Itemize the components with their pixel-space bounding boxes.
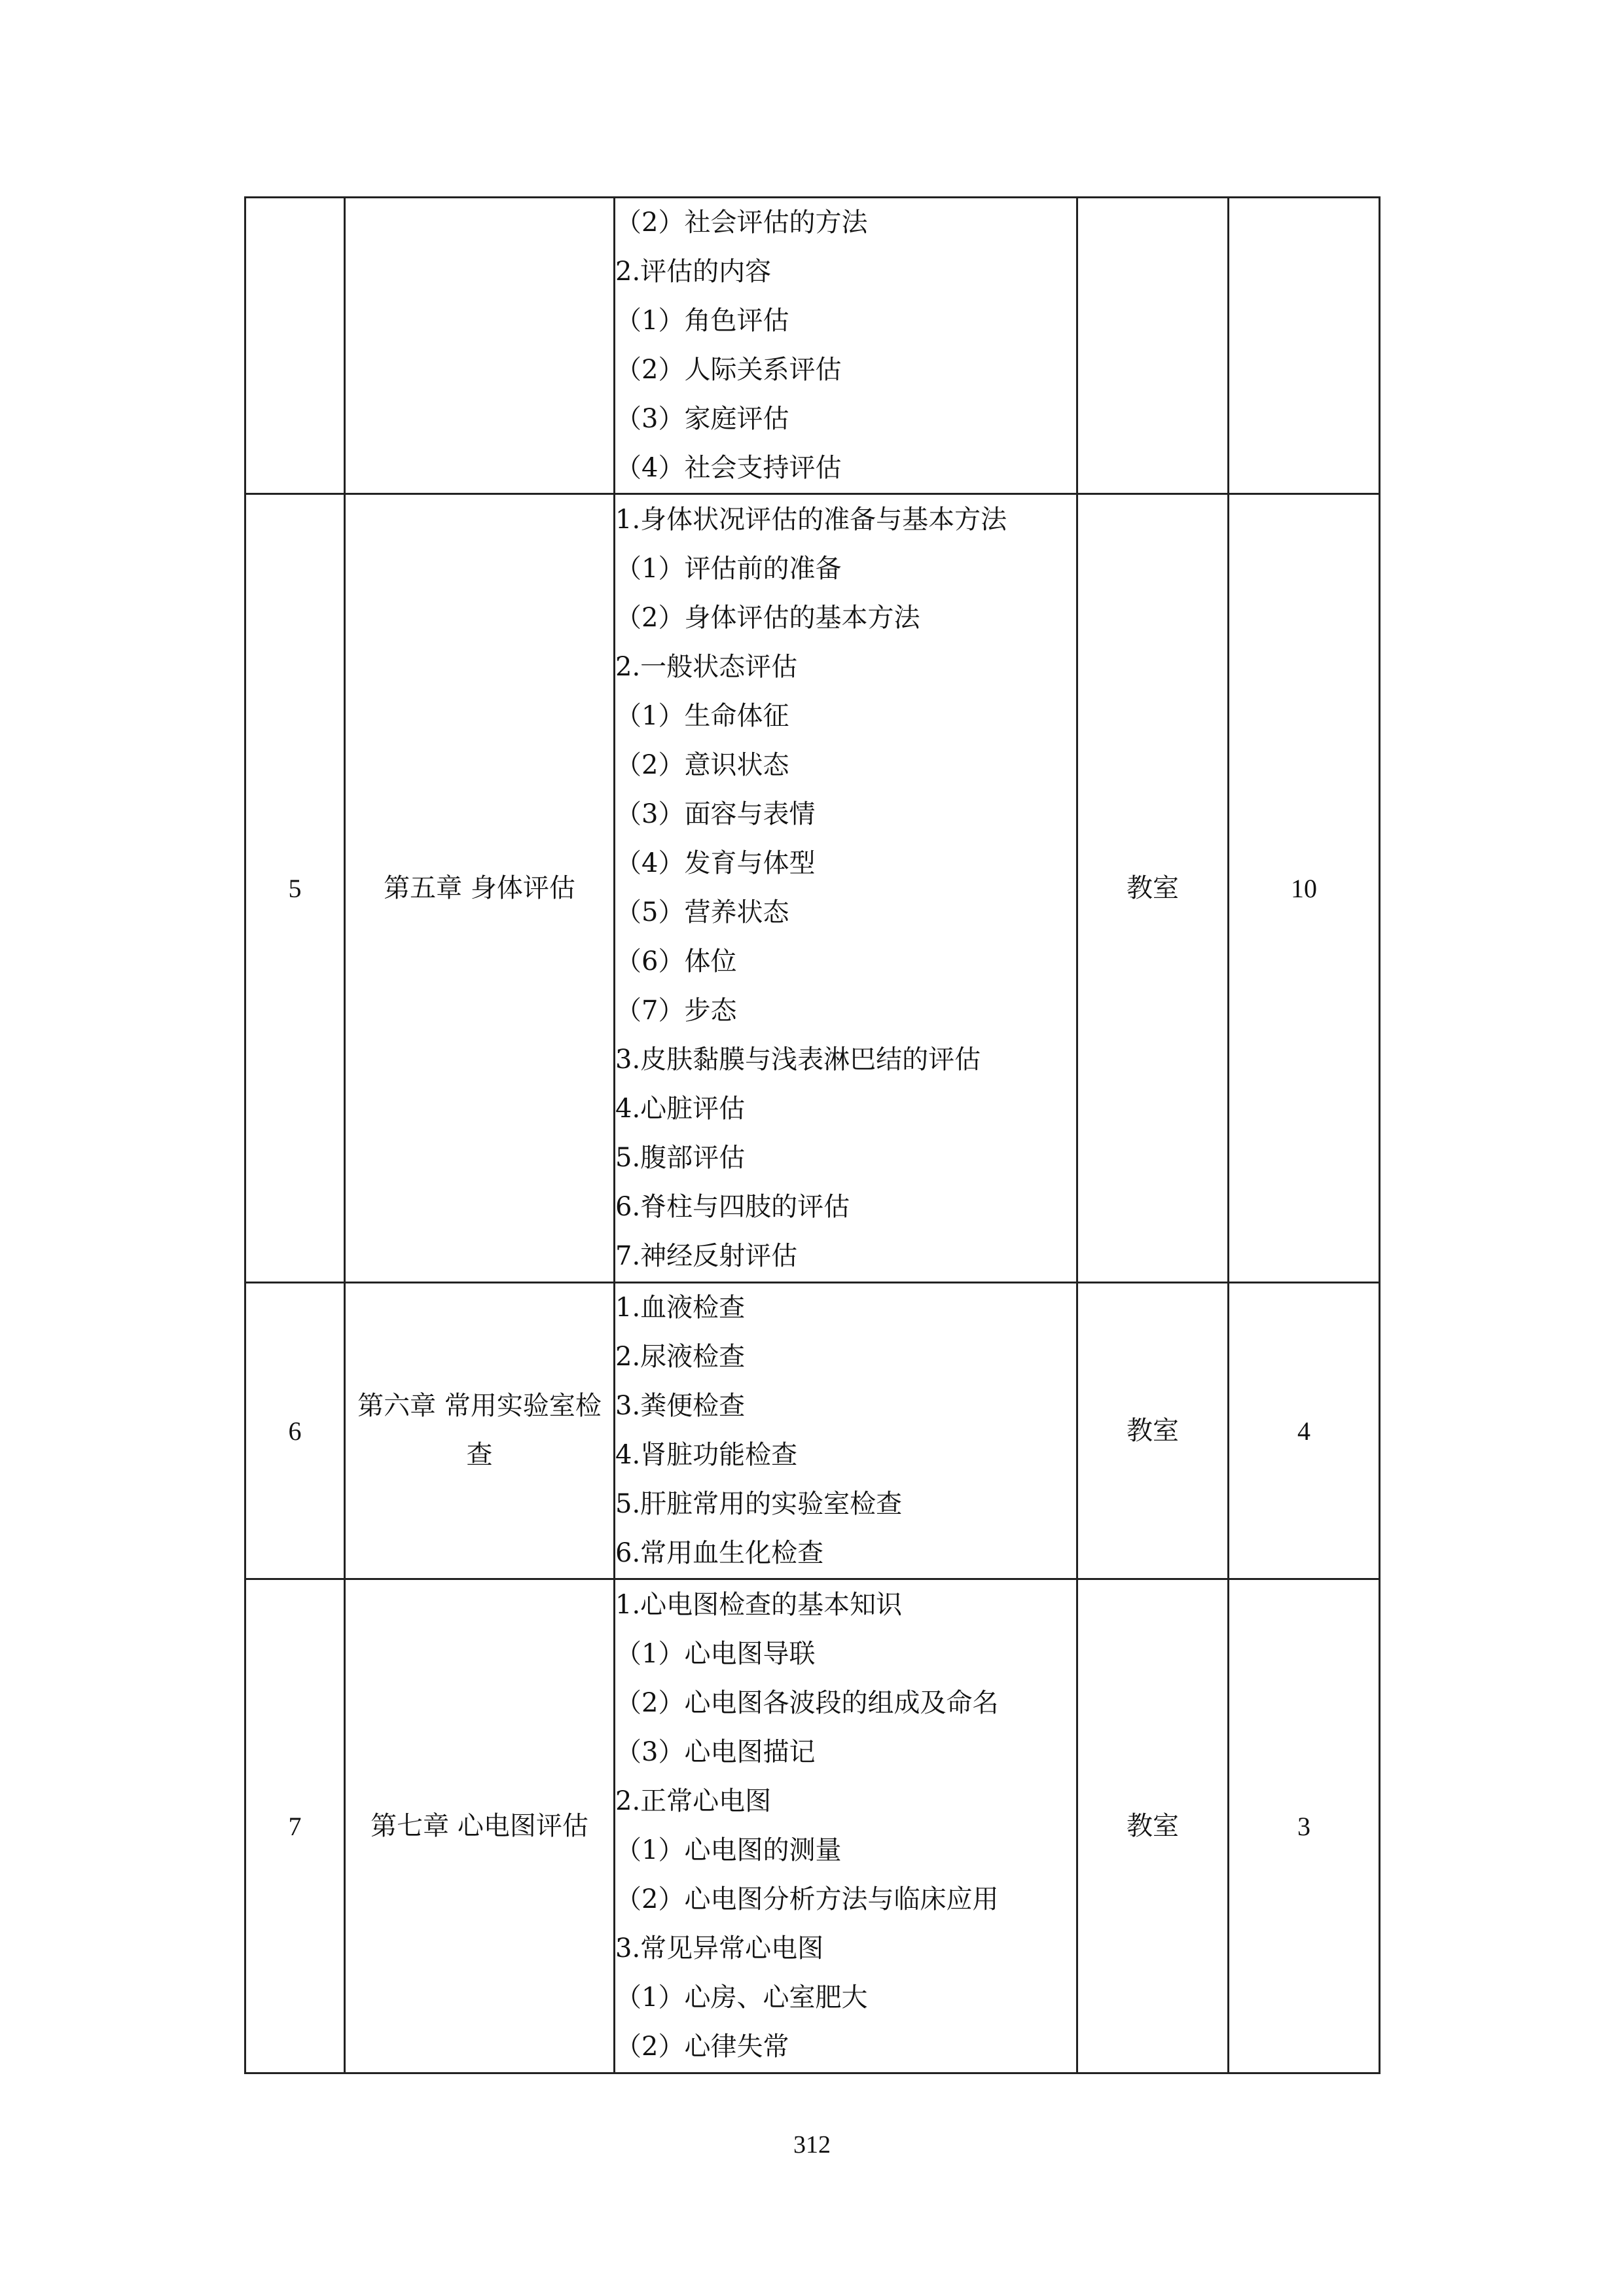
location-cell: 教室	[1077, 1579, 1229, 2073]
table-row	[245, 198, 1380, 494]
chapter-title	[345, 1579, 615, 2073]
content-line: 4.心脏评估	[615, 1094, 746, 1124]
row-number: 5	[245, 494, 345, 1283]
content-line: 1.身体状况评估的准备与基本方法	[615, 505, 1007, 535]
content-line: 4.肾脏功能检查	[615, 1440, 798, 1470]
chapter-title	[345, 1283, 615, 1579]
content-line: （4）社会支持评估	[615, 453, 842, 483]
location-cell	[1077, 198, 1229, 494]
content-line: （2）心电图各波段的组成及命名	[615, 1688, 999, 1718]
chapter-title	[345, 494, 615, 1283]
content-line: （2）人际关系评估	[615, 355, 842, 385]
content-line: （2）意识状态	[615, 750, 789, 780]
hours-cell: 10	[1229, 494, 1380, 1283]
content-line: （1）心房、心室肥大	[615, 1982, 868, 2013]
content-line: （3）心电图描记	[615, 1737, 816, 1767]
content-line: （5）营养状态	[615, 897, 789, 927]
content-line: 6.脊柱与四肢的评估	[615, 1192, 850, 1222]
content-line: 3.皮肤黏膜与浅表淋巴结的评估	[615, 1045, 981, 1075]
row-number	[245, 198, 345, 494]
content-line: （1）角色评估	[615, 306, 789, 336]
chapter-title-text: 第七章 心电图评估	[370, 1810, 588, 1841]
content-line: 2.正常心电图	[615, 1786, 772, 1816]
content-line: （3）家庭评估	[615, 404, 789, 434]
content-line: 2.一般状态评估	[615, 652, 798, 682]
row-number: 7	[245, 1579, 345, 2073]
content-cell	[615, 198, 1077, 494]
content-line: （2）心律失常	[615, 2032, 789, 2062]
content-line: 5.腹部评估	[615, 1143, 746, 1173]
location-cell: 教室	[1077, 1283, 1229, 1579]
content-line: 3.常见异常心电图	[615, 1933, 824, 1964]
content-line: 2.尿液检查	[615, 1342, 746, 1372]
content-cell	[615, 1283, 1077, 1579]
content-line: （1）心电图的测量	[615, 1835, 842, 1865]
content-line: 1.心电图检查的基本知识	[615, 1590, 903, 1620]
table-row	[245, 1579, 1380, 2073]
content-line: 2.评估的内容	[615, 257, 772, 287]
content-line: 5.肝脏常用的实验室检查	[615, 1489, 903, 1519]
chapter-title-text: 第六章 常用实验室检查	[357, 1391, 602, 1470]
content-line: 3.粪便检查	[615, 1391, 746, 1421]
content-line: （4）发育与体型	[615, 848, 816, 878]
chapter-title-text: 第五章 身体评估	[384, 872, 575, 903]
content-line: 6.常用血生化检查	[615, 1538, 824, 1568]
table-row	[245, 494, 1380, 1283]
content-line: （6）体位	[615, 946, 737, 977]
content-cell	[615, 494, 1077, 1283]
table-row	[245, 1283, 1380, 1579]
content-line: 7.神经反射评估	[615, 1241, 798, 1271]
content-line: （1）生命体征	[615, 701, 789, 731]
row-number: 6	[245, 1283, 345, 1579]
hours-cell	[1229, 198, 1380, 494]
page-number: 312	[793, 2131, 831, 2159]
hours-cell: 3	[1229, 1579, 1380, 2073]
content-line: （2）社会评估的方法	[615, 207, 868, 238]
content-line: 1.血液检查	[615, 1293, 746, 1323]
content-line: （1）评估前的准备	[615, 554, 842, 584]
content-line: （1）心电图导联	[615, 1639, 816, 1669]
content-line: （2）心电图分析方法与临床应用	[615, 1884, 999, 1914]
chapter-title	[345, 198, 615, 494]
content-line: （2）身体评估的基本方法	[615, 603, 920, 633]
content-cell	[615, 1579, 1077, 2073]
location-cell: 教室	[1077, 494, 1229, 1283]
content-line: （3）面容与表情	[615, 799, 816, 829]
hours-cell: 4	[1229, 1283, 1380, 1579]
course-schedule-table	[244, 196, 1380, 2074]
content-line: （7）步态	[615, 996, 737, 1026]
